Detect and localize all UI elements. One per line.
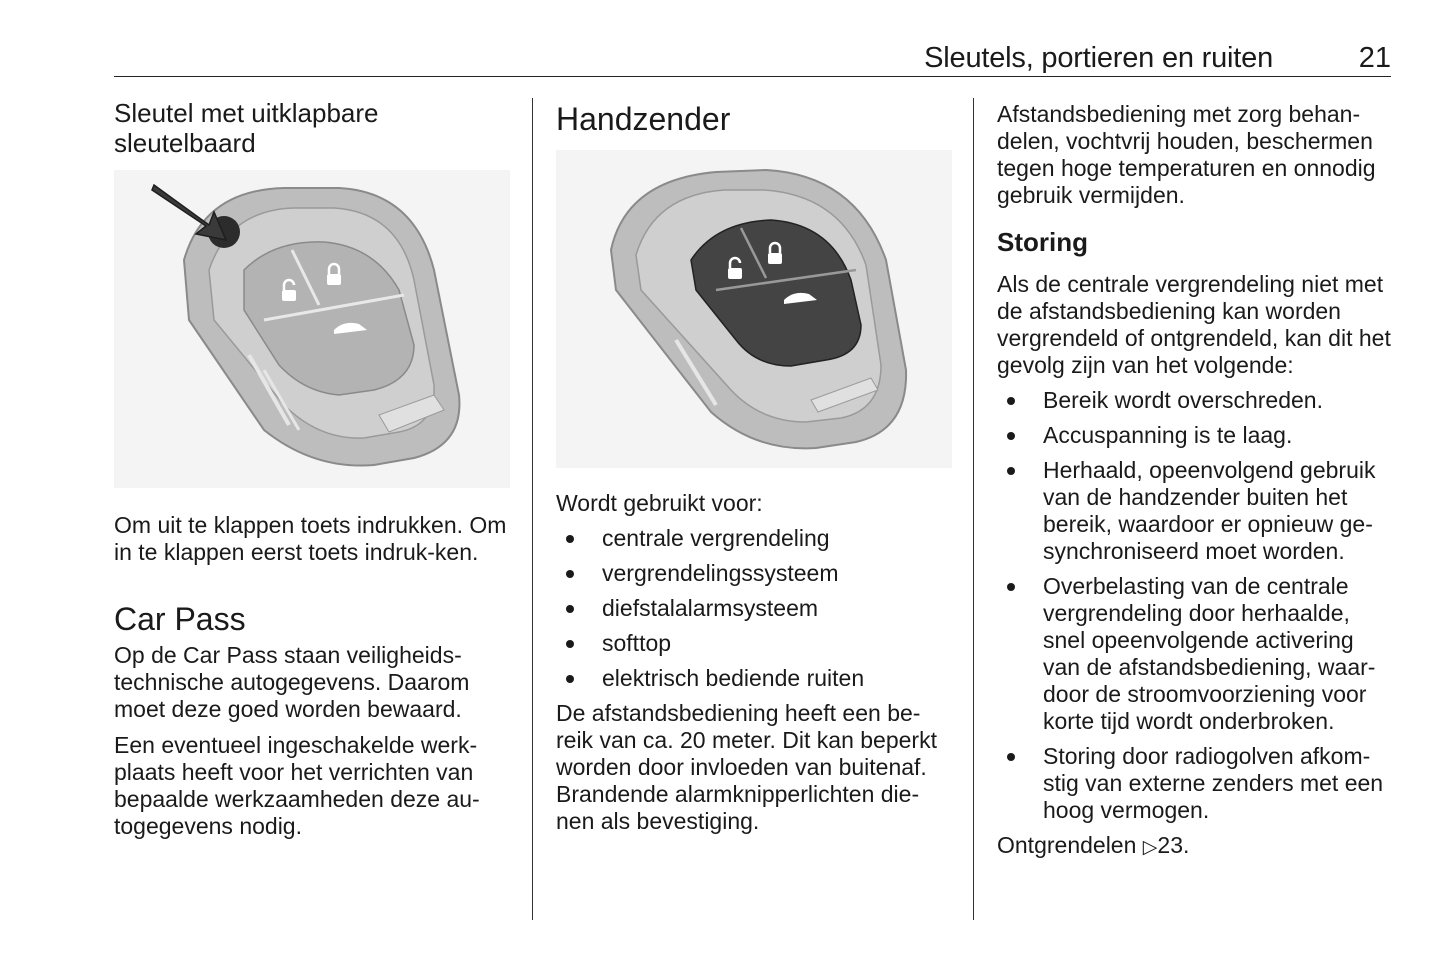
list-item: Overbelasting van de centrale vergrendeling door herhaalde, snel opeenvolgende activering van de afstandsbediening, waar-door de stroomvoorziening voor korte tijd wordt onderbroken. — [997, 573, 1397, 735]
page-header — [114, 40, 1391, 77]
car-pass-text-2: Een eventueel ingeschakelde werk-plaats heeft voor het verrichten van bepaalde werkzaamheden deze au-togegevens nodig. — [114, 732, 480, 839]
list-item: elektrisch bediende ruiten — [556, 665, 956, 692]
range-text: De afstandsbediening heeft een be-reik van ca. 20 meter. Dit kan beperkt worden door invloeden van buitenaf. Brandende alarmknipperlichten die-nen als bevestiging. — [556, 700, 937, 834]
causes-list — [997, 387, 1397, 824]
uses-intro: Wordt gebruikt voor: — [556, 490, 763, 516]
column-2 — [556, 98, 956, 835]
care-text: Afstandsbediening met zorg behan-delen, vochtvrij houden, beschermen tegen hoge temperaturen en onnodig gebruik vermijden. — [997, 101, 1376, 208]
car-pass-title: Car Pass — [114, 601, 246, 637]
xref-page: 23. — [1157, 832, 1190, 858]
column-divider — [532, 98, 533, 920]
list-item: Storing door radiogolven afkom-stig van externe zenders met een hoog vermogen. — [997, 743, 1397, 824]
storing-intro: Als de centrale vergrendeling niet met de afstandsbediening kan worden vergrendeld of ontgrendeld, kan dit het gevolg zijn van het volgende: — [997, 271, 1391, 378]
list-item: centrale vergrendeling — [556, 525, 956, 552]
column-divider — [973, 98, 974, 920]
arrow-reference-icon: ▷ — [1142, 837, 1158, 858]
storing-title: Storing — [997, 227, 1088, 257]
uses-list — [556, 525, 956, 692]
section-title: Sleutels, portieren en ruiten — [924, 42, 1273, 74]
xref-label: Ontgrendelen — [997, 832, 1137, 858]
list-item: softtop — [556, 630, 956, 657]
handzender-title: Handzender — [556, 101, 731, 137]
list-item: Herhaald, opeenvolgend gebruik van de handzender buiten het bereik, waardoor er opnieuw ge-synchroniseerd moet worden. — [997, 457, 1397, 565]
cross-reference[interactable] — [997, 832, 1397, 861]
flip-instruction: Om uit te klappen toets indrukken. Om in te klappen eerst toets indruk-ken. — [114, 512, 507, 565]
list-item: vergrendelingssysteem — [556, 560, 956, 587]
list-item: diefstalalarmsysteem — [556, 595, 956, 622]
column-3 — [997, 101, 1397, 861]
car-pass-text-1: Op de Car Pass staan veiligheids-technische autogegevens. Daarom moet deze goed worden bewaard. — [114, 642, 470, 722]
page-number: 21 — [1358, 42, 1391, 74]
column-1 — [114, 98, 514, 840]
list-item: Bereik wordt overschreden. — [997, 387, 1397, 414]
remote-key-illustration — [556, 150, 952, 468]
list-item: Accuspanning is te laag. — [997, 422, 1397, 449]
flip-key-illustration — [114, 170, 510, 488]
key-heading: Sleutel met uitklapbare sleutelbaard — [114, 98, 379, 158]
